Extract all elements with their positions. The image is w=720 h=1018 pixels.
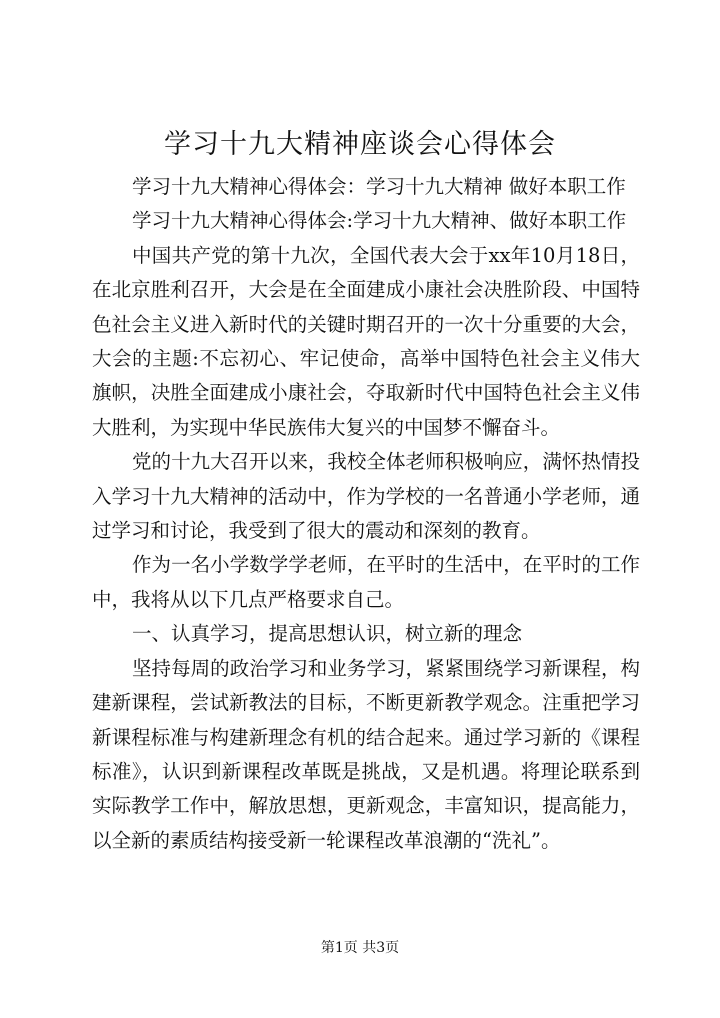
paragraph: 学习十九大精神心得体会:学习十九大精神、做好本职工作 [132, 209, 627, 233]
page-footer: 第1页 共3页 [320, 940, 400, 956]
document-title: 学习十九大精神座谈会心得体会 [164, 129, 556, 160]
paragraph: 中国共产党的第十九次，全国代表大会于xx年10月18日，在北京胜利召开，大会是在全面建成小康社会决胜阶段、中国特色社会主义进入新时代的关键时期召开的一次十分重要的大会，大会的主题:不忘初心、牢记使命，高举中国特色社会主义伟大旗帜，决胜全面建成小康社会，夺取新时代中国特色社会主义伟大胜利，为实现中华民族伟大复兴的中国梦不懈奋斗。 [92, 243, 640, 439]
document-body [92, 170, 640, 858]
paragraph: 一、认真学习，提高思想认识，树立新的理念 [132, 622, 523, 646]
paragraph: 学习十九大精神心得体会：学习十九大精神 做好本职工作 [132, 175, 626, 198]
paragraph: 坚持每周的政治学习和业务学习，紧紧围绕学习新课程，构建新课程，尝试新教法的目标，不断更新教学观念。注重把学习新课程标准与构建新理念有机的结合起来。通过学习新的《课程标准》，认识到新课程改革既是挑战，又是机遇。将理论联系到实际教学工作中，解放思想，更新观念，丰富知识，提高能力，以全新的素质结构接受新一轮课程改革浪潮的“洗礼”。 [92, 656, 640, 852]
paragraph: 党的十九大召开以来，我校全体老师积极响应，满怀热情投入学习十九大精神的活动中，作为学校的一名普通小学老师，通过学习和讨论，我受到了很大的震动和深刻的教育。 [92, 450, 640, 543]
paragraph: 作为一名小学数学学老师，在平时的生活中，在平时的工作中，我将从以下几点严格要求自己。 [92, 553, 640, 611]
